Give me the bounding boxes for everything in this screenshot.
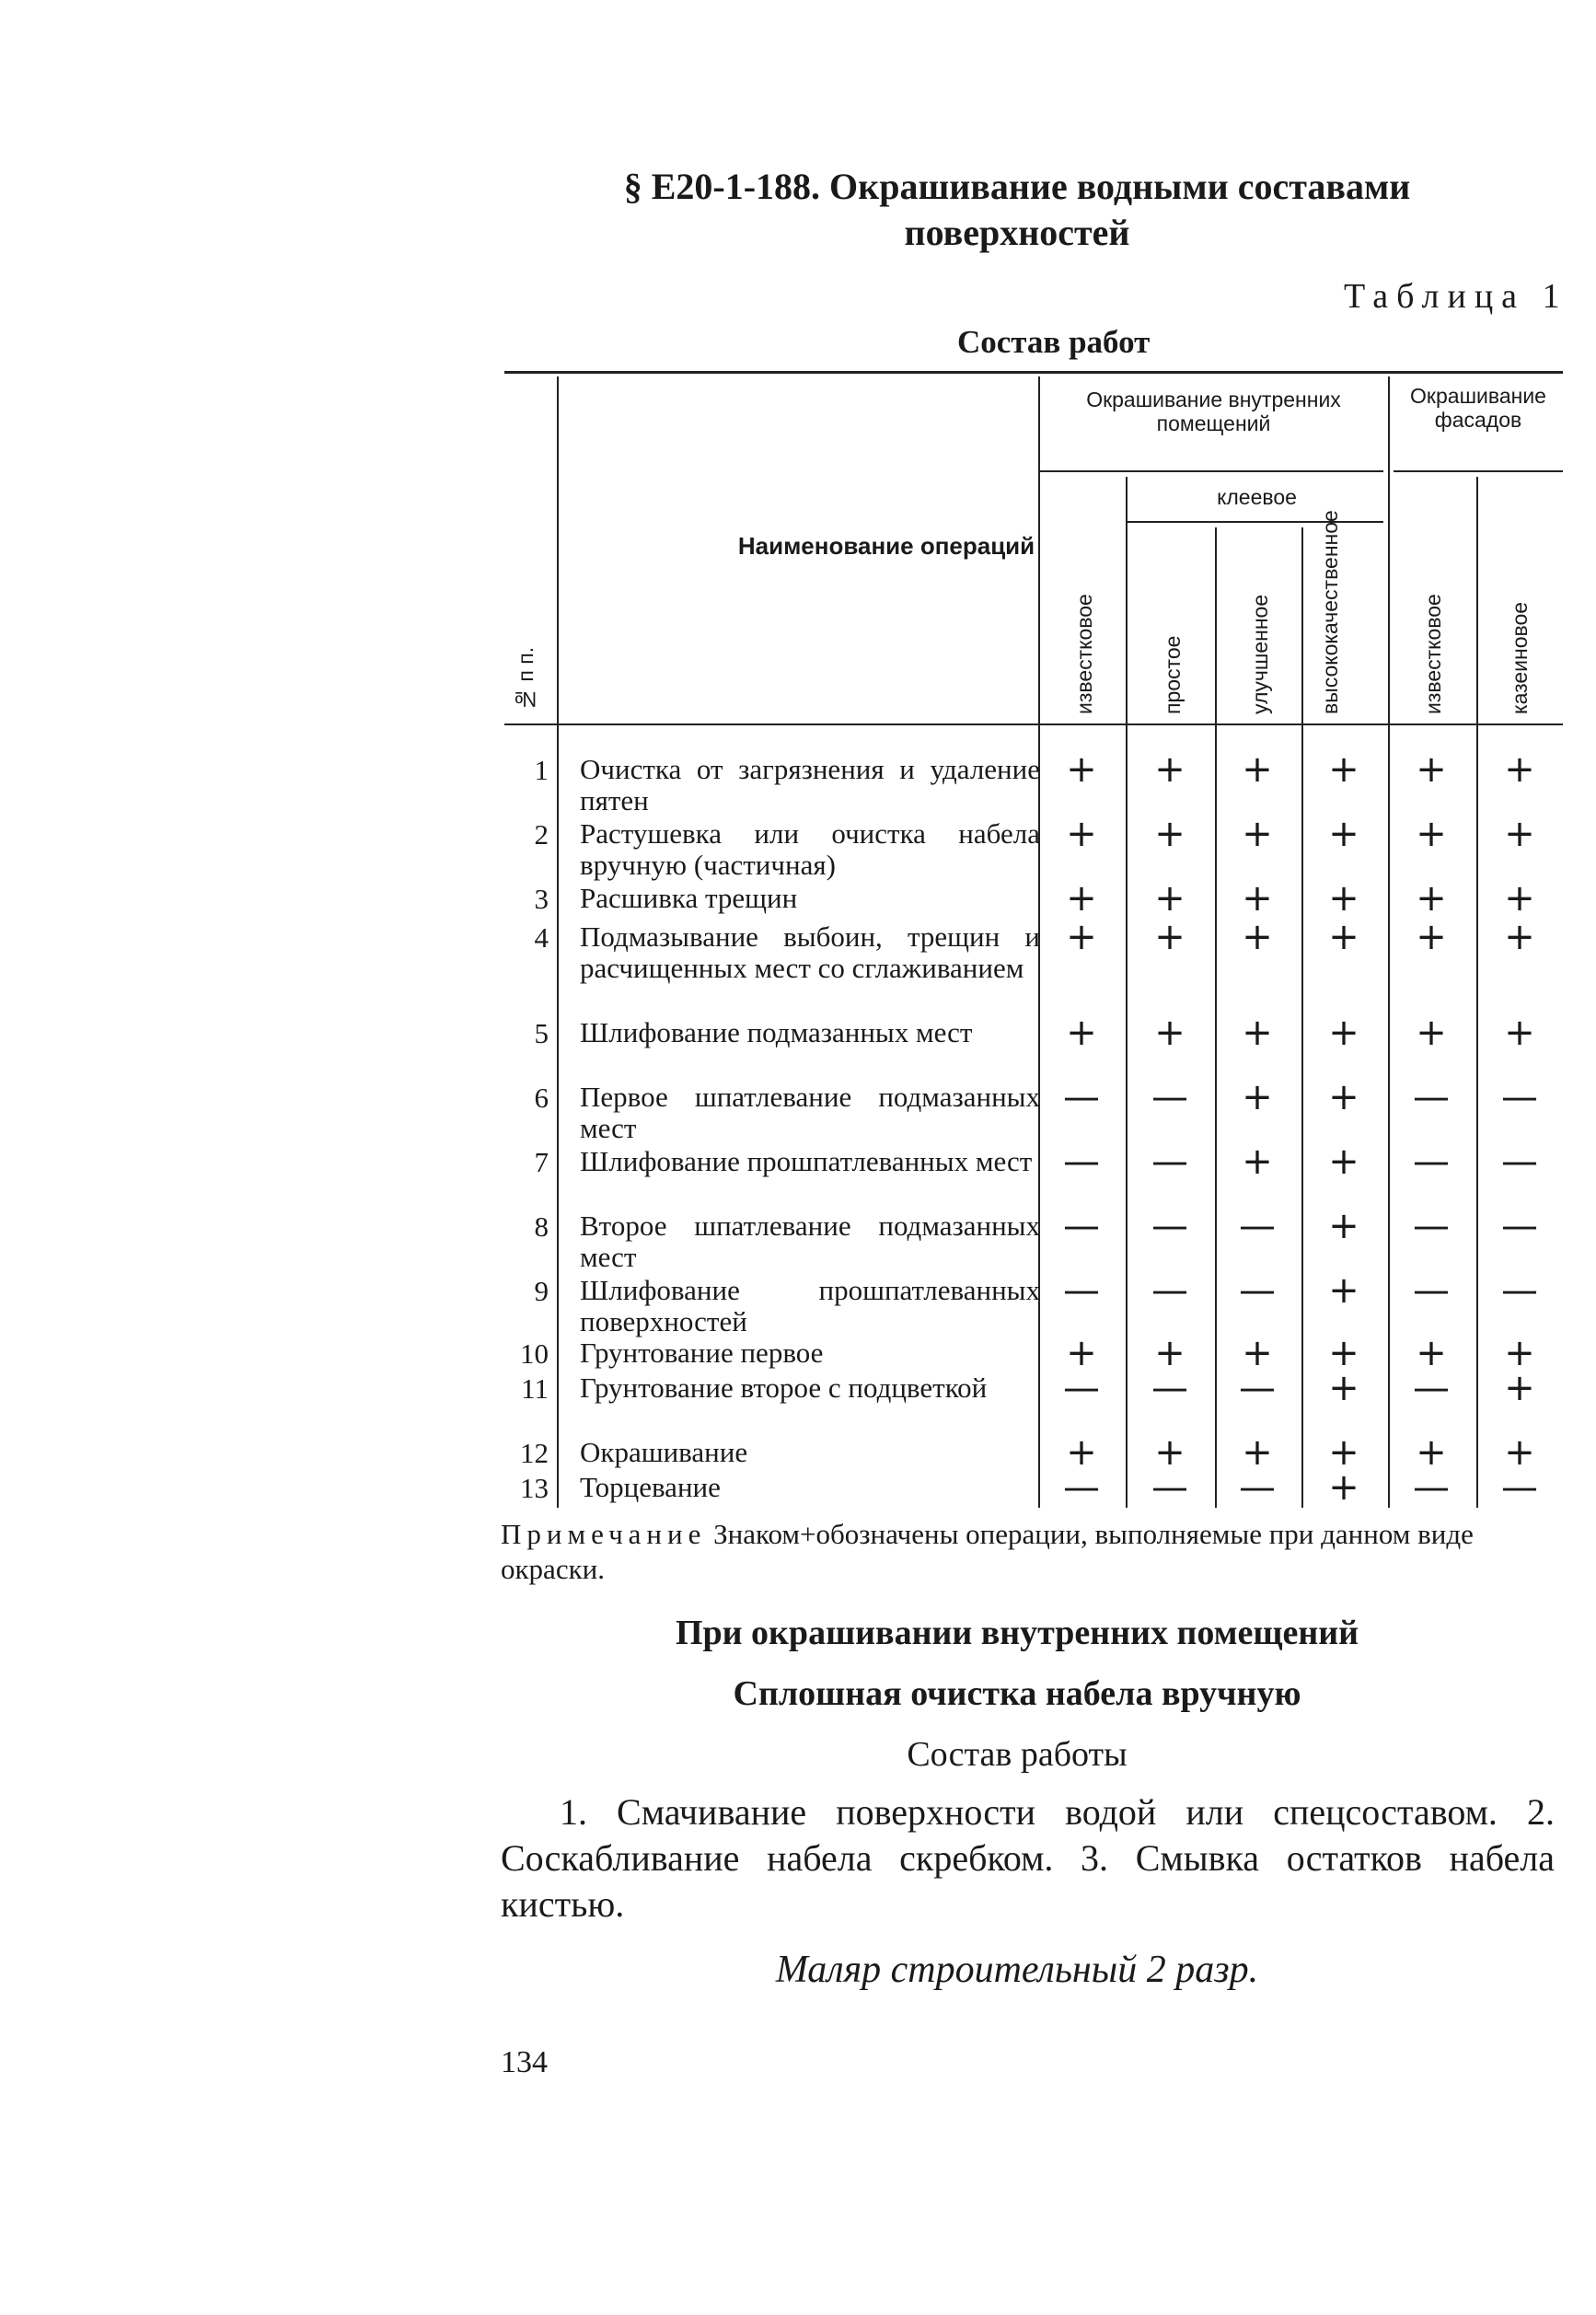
- plus-mark: +: [1242, 813, 1273, 855]
- header-group-facade: Окрашивание фасадов: [1410, 384, 1546, 432]
- plus-mark: +: [1242, 1076, 1273, 1118]
- plus-mark: +: [1328, 916, 1359, 958]
- dash-mark: —: [1063, 1466, 1100, 1509]
- heading-cleaning: Сплошная очистка набела вручную: [733, 1674, 1301, 1713]
- row-number: 6: [534, 1082, 549, 1114]
- row-number: 9: [534, 1275, 549, 1307]
- plus-mark: +: [1416, 916, 1447, 958]
- dash-mark: —: [1063, 1140, 1100, 1183]
- section-title-line-2: поверхностей: [904, 212, 1130, 253]
- header-col-5: известковое: [1421, 594, 1445, 714]
- plus-mark: +: [1504, 1431, 1535, 1474]
- plus-mark: +: [1328, 1012, 1359, 1054]
- plus-mark: +: [1242, 1140, 1273, 1183]
- plus-mark: +: [1328, 1205, 1359, 1247]
- row-number: 3: [534, 883, 549, 915]
- col-divider-2: [1126, 477, 1128, 1508]
- plus-mark: +: [1242, 1431, 1273, 1474]
- dash-mark: —: [1239, 1269, 1276, 1312]
- table-caption: Состав работ: [957, 324, 1151, 360]
- col-divider-5: [1388, 376, 1390, 1508]
- dash-mark: —: [1413, 1367, 1450, 1409]
- row-operation-name: Шлифование прошпатлеванных мест: [580, 1145, 1033, 1177]
- table-note: [501, 1517, 1550, 1587]
- row-operation-name: Подмазывание выбоин, трещин и расчищенных мест со сглаживанием: [580, 920, 1040, 984]
- dash-mark: —: [1413, 1466, 1450, 1509]
- dash-mark: —: [1501, 1076, 1538, 1118]
- plus-mark: +: [1066, 1012, 1097, 1054]
- row-number: 12: [520, 1437, 549, 1469]
- row-operation-name: Шлифование прошпатлеванных поверхностей: [580, 1274, 1040, 1337]
- plus-mark: +: [1504, 916, 1535, 958]
- plus-mark: +: [1328, 1431, 1359, 1474]
- table-top-rule: [504, 371, 1563, 374]
- work-composition-text: 1. Смачивание поверхности водой или спецсоставом. 2. Соскабливание набела скребком. 3. Смывка остатков набела кистью.: [501, 1791, 1555, 1925]
- plus-mark: +: [1328, 1466, 1359, 1509]
- table-label: Таблица 1: [1344, 277, 1568, 316]
- dash-mark: —: [1151, 1466, 1188, 1509]
- plus-mark: +: [1416, 748, 1447, 791]
- col-divider-num: [557, 376, 559, 1508]
- row-number: 10: [520, 1337, 549, 1370]
- row-number: 13: [520, 1472, 549, 1504]
- row-operation-name: Торцевание: [580, 1471, 721, 1503]
- page-number: 134: [501, 2045, 548, 2079]
- dash-mark: —: [1501, 1466, 1538, 1509]
- row-operation-name: Растушевка или очистка набела вручную (частичная): [580, 817, 1040, 881]
- row-operation-name: Грунтование первое: [580, 1337, 824, 1369]
- note-text: Знаком+обозначены операции, выполняемые при данном виде окраски.: [501, 1518, 1474, 1585]
- plus-mark: +: [1416, 1431, 1447, 1474]
- row-operation-name: Грунтование второе с подцветкой: [580, 1372, 988, 1404]
- dash-mark: —: [1063, 1205, 1100, 1247]
- heading-interior: При окрашивании внутренних помещений: [675, 1614, 1359, 1652]
- dash-mark: —: [1063, 1367, 1100, 1409]
- plus-mark: +: [1154, 877, 1185, 920]
- plus-mark: +: [1504, 1012, 1535, 1054]
- plus-mark: +: [1154, 1431, 1185, 1474]
- plus-mark: +: [1328, 1332, 1359, 1374]
- row-operation-name: Шлифование подмазанных мест: [580, 1016, 973, 1048]
- plus-mark: +: [1416, 877, 1447, 920]
- dash-mark: —: [1151, 1140, 1188, 1183]
- plus-mark: +: [1066, 877, 1097, 920]
- dash-mark: —: [1413, 1140, 1450, 1183]
- row-number: 8: [534, 1210, 549, 1243]
- row-number: 7: [534, 1146, 549, 1178]
- plus-mark: +: [1504, 877, 1535, 920]
- row-operation-name: Первое шпатлевание подмазанных мест: [580, 1081, 1040, 1144]
- plus-mark: +: [1154, 1012, 1185, 1054]
- row-operation-name: Очистка от загрязнения и удаление пятен: [580, 753, 1040, 816]
- plus-mark: +: [1066, 916, 1097, 958]
- header-col-4: высококачественное: [1318, 510, 1342, 714]
- dash-mark: —: [1413, 1269, 1450, 1312]
- plus-mark: +: [1504, 813, 1535, 855]
- dash-mark: —: [1239, 1367, 1276, 1409]
- row-number: 1: [534, 754, 549, 786]
- col-divider-4: [1301, 527, 1303, 1508]
- group-facade-rule: [1394, 470, 1563, 472]
- plus-mark: +: [1416, 1332, 1447, 1374]
- row-operation-name: Расшивка трещин: [580, 882, 798, 914]
- col-divider-3: [1215, 527, 1217, 1508]
- dash-mark: —: [1239, 1466, 1276, 1509]
- dash-mark: —: [1501, 1269, 1538, 1312]
- header-col-6: казеиновое: [1508, 601, 1532, 714]
- plus-mark: +: [1066, 1332, 1097, 1374]
- dash-mark: —: [1239, 1205, 1276, 1247]
- plus-mark: +: [1066, 813, 1097, 855]
- plus-mark: +: [1328, 1367, 1359, 1409]
- row-number: 4: [534, 921, 549, 954]
- plus-mark: +: [1154, 1332, 1185, 1374]
- plus-mark: +: [1416, 1012, 1447, 1054]
- plus-mark: +: [1328, 877, 1359, 920]
- header-group-glue: клеевое: [1217, 485, 1297, 509]
- dash-mark: —: [1063, 1269, 1100, 1312]
- plus-mark: +: [1328, 813, 1359, 855]
- plus-mark: +: [1504, 748, 1535, 791]
- plus-mark: +: [1328, 748, 1359, 791]
- plus-mark: +: [1242, 748, 1273, 791]
- section-title: [497, 164, 1537, 256]
- plus-mark: +: [1242, 1332, 1273, 1374]
- dash-mark: —: [1151, 1076, 1188, 1118]
- plus-mark: +: [1066, 1431, 1097, 1474]
- dash-mark: —: [1501, 1205, 1538, 1247]
- worker-grade: Маляр строительный 2 разр.: [775, 1949, 1259, 1991]
- row-number: 5: [534, 1017, 549, 1049]
- plus-mark: +: [1066, 748, 1097, 791]
- note-label: Примечание: [501, 1518, 707, 1550]
- dash-mark: —: [1501, 1140, 1538, 1183]
- header-bottom-rule: [504, 723, 1563, 725]
- plus-mark: +: [1242, 1012, 1273, 1054]
- dash-mark: —: [1151, 1269, 1188, 1312]
- header-col-2: простое: [1161, 635, 1185, 714]
- dash-mark: —: [1151, 1205, 1188, 1247]
- header-col-3: улучшенное: [1248, 594, 1272, 714]
- header-operation-name: Наименование операций: [737, 532, 1035, 560]
- plus-mark: +: [1154, 748, 1185, 791]
- plus-mark: +: [1154, 813, 1185, 855]
- plus-mark: +: [1242, 916, 1273, 958]
- plus-mark: +: [1328, 1140, 1359, 1183]
- section-title-line-1: § Е20-1-188. Окрашивание водными составами: [623, 166, 1411, 207]
- col-divider-6: [1476, 477, 1478, 1508]
- dash-mark: —: [1413, 1205, 1450, 1247]
- group-glue-rule: [1126, 521, 1383, 523]
- plus-mark: +: [1504, 1367, 1535, 1409]
- heading-work-composition: Состав работы: [907, 1735, 1128, 1774]
- header-col-1: известковое: [1072, 594, 1096, 714]
- operations-table: [504, 371, 1563, 1508]
- row-number: 2: [534, 818, 549, 851]
- row-operation-name: Окрашивание: [580, 1436, 748, 1468]
- plus-mark: +: [1242, 877, 1273, 920]
- row-operation-name: Второе шпатлевание подмазанных мест: [580, 1210, 1040, 1273]
- row-number: 11: [521, 1372, 549, 1405]
- plus-mark: +: [1416, 813, 1447, 855]
- header-num: № п п.: [514, 646, 538, 712]
- plus-mark: +: [1154, 916, 1185, 958]
- dash-mark: —: [1063, 1076, 1100, 1118]
- header-group-interior: Окрашивание внутренних помещений: [1086, 388, 1341, 435]
- dash-mark: —: [1413, 1076, 1450, 1118]
- dash-mark: —: [1151, 1367, 1188, 1409]
- plus-mark: +: [1328, 1076, 1359, 1118]
- group-interior-rule: [1038, 470, 1383, 472]
- plus-mark: +: [1328, 1269, 1359, 1312]
- plus-mark: +: [1504, 1332, 1535, 1374]
